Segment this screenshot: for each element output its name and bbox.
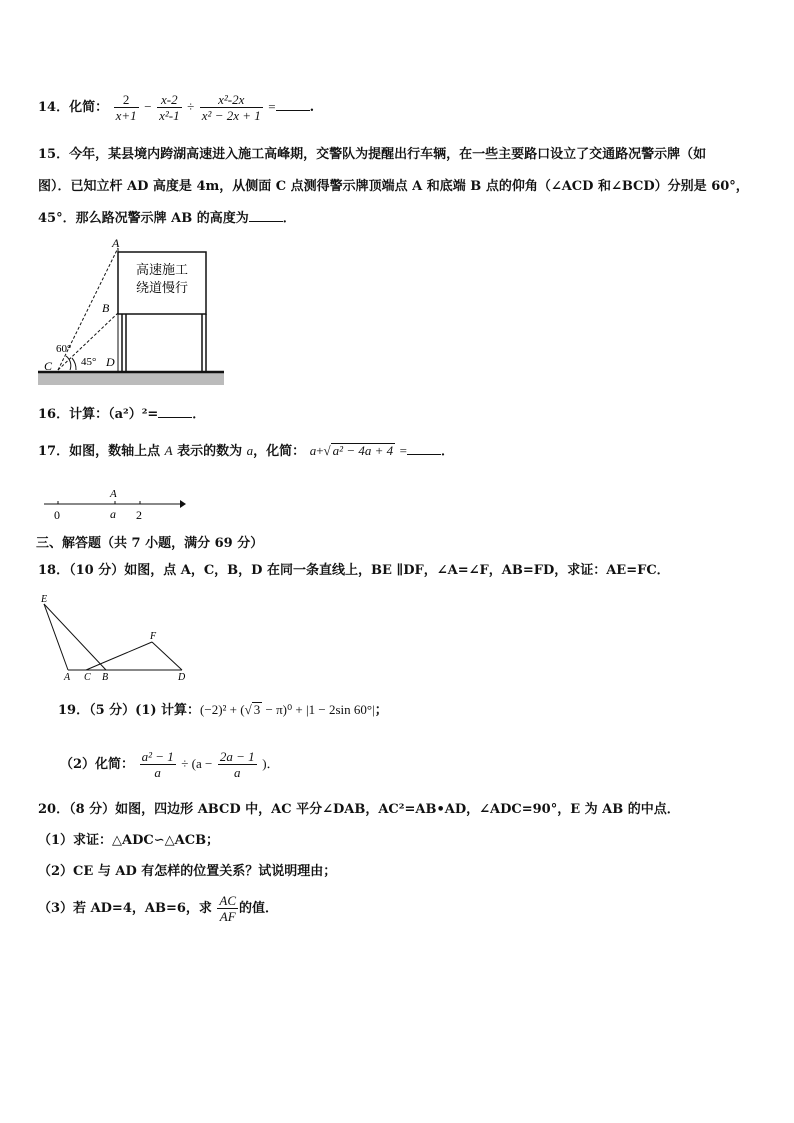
label-B2: B (102, 672, 109, 682)
q17-number-line (40, 484, 190, 524)
q14-minus: − (144, 99, 152, 114)
segment-CF (86, 642, 152, 670)
q20-part-1: （1）求证：△ADC∽△ACB； (38, 833, 220, 848)
q15-line-3-text: 45°．那么路况警示牌 AB 的高度为 (38, 211, 249, 226)
q14-equals: = (268, 99, 276, 114)
label-C: C (44, 359, 53, 373)
label-C2: C (84, 672, 91, 682)
section-3-title: 三、解答题（共 7 小题，满分 69 分） (36, 536, 264, 551)
q15-line-3-end: ． (282, 211, 296, 226)
q14-f2-denominator: x²-1 (159, 108, 180, 123)
q17-point-A: A (164, 443, 173, 458)
q20-numerator: AC (219, 893, 237, 908)
q17-mid2: ，化简： (253, 444, 306, 459)
axis-arrow (180, 500, 186, 508)
q17-mid: 表示的数为 (172, 444, 247, 459)
q19-f1-denominator: a (154, 765, 161, 780)
label-D2: D (178, 672, 186, 682)
label-B: B (102, 301, 110, 315)
question-17 (38, 442, 454, 461)
q14-end: . (309, 100, 315, 115)
q19-radical-sign: √ (244, 702, 252, 717)
q14-divide: ÷ (187, 99, 195, 114)
q19-f2-denominator: a (234, 765, 241, 780)
q15-line-1: 15．今年，某县境内跨湖高速进入施工高峰期，交警队为提醒出行车辆，在一些主要路口设立了交通路况警示牌（如 (38, 147, 707, 162)
q14-f2-numerator: x-2 (157, 92, 182, 108)
angle-label-60: 60° (56, 343, 72, 355)
q16-prefix: 16．计算：（a²）²= (38, 407, 159, 422)
q19-divide: ÷ (a − (181, 756, 213, 771)
q14-f1-denominator: x+1 (115, 108, 137, 123)
label-D: D (106, 355, 115, 369)
q17-var-a: a (246, 443, 254, 458)
q20-p3-prefix: （3）若 AD=4，AB=6，求 (38, 901, 212, 916)
segment-FD (152, 642, 182, 670)
q17-radicand: a² − 4a + 4 (332, 443, 394, 458)
q19-expr-2: − π)⁰ + |1 − 2sin 60°| (262, 702, 375, 717)
q19-sqrt-3: 3 (253, 702, 261, 717)
q20-part-3 (38, 893, 278, 924)
q19-part2-prefix: （2）化简： (60, 757, 135, 772)
q16-answer-blank (158, 405, 192, 418)
segment-EA (44, 604, 68, 670)
q14-prefix: 14．化简： (38, 100, 109, 115)
question-16 (38, 405, 205, 424)
axis-label-2: 2 (136, 508, 142, 522)
q15-figure (36, 238, 226, 390)
q19-f2-numerator: 2a − 1 (219, 749, 255, 764)
q15-line-2: 图）．已知立杆 AD 高度是 4m，从侧面 C 点测得警示牌顶端点 A 和底端 B 点的仰角（∠ACD 和∠BCD）分别是 60°， (38, 179, 749, 194)
sign-text-2: 绕道慢行 (135, 280, 189, 295)
label-E: E (41, 594, 48, 605)
axis-label-a: a (110, 507, 116, 521)
question-19-part-1 (58, 701, 388, 720)
q17-end: ． (441, 444, 455, 459)
q20-fraction (217, 893, 238, 924)
q20-part-2: （2）CE 与 AD 有怎样的位置关系？试说明理由； (38, 864, 337, 879)
question-19-part-2 (60, 749, 280, 780)
q17-prefix: 17．如图，数轴上点 (38, 444, 165, 459)
label-F: F (150, 631, 157, 642)
radical-sign: √ (323, 443, 331, 458)
q18-figure (36, 590, 196, 682)
axis-label-A: A (110, 488, 117, 500)
q20-p3-end: 的值． (239, 901, 279, 916)
axis-label-0: 0 (54, 508, 60, 522)
q20-denominator: AF (219, 909, 236, 924)
q17-expr-a: a (309, 443, 317, 458)
q19-f1-numerator: a² − 1 (141, 749, 174, 764)
q15-answer-blank (249, 209, 283, 222)
label-A2: A (64, 672, 71, 682)
angle-label-45: 45° (81, 356, 97, 368)
segment-EB (44, 604, 106, 670)
q15-line-3 (38, 209, 296, 228)
q19-part1-prefix: 19．（5 分）(1) 计算： (58, 703, 201, 718)
q19-part2-end: )． (262, 756, 280, 771)
q19-fraction-1 (140, 749, 176, 780)
angle-arc-45 (72, 358, 76, 370)
q16-end: ． (192, 407, 206, 422)
q14-answer-blank (276, 98, 310, 111)
q14-f3-denominator: x² − 2x + 1 (201, 108, 261, 123)
sign-text-1: 高速施工 (135, 262, 189, 277)
q14-fraction-3 (200, 92, 263, 123)
q17-answer-blank (407, 442, 441, 455)
question-20: 20．（8 分）如图，四边形 ABCD 中，AC 平分∠DAB，AC²=AB•AD，∠ADC=90°，E 为 AB 的中点． (38, 802, 680, 817)
question-14 (38, 92, 314, 123)
q14-fraction-2 (157, 92, 182, 123)
label-A: A (112, 238, 120, 250)
q14-f1-numerator: 2 (114, 92, 139, 108)
q17-equals: = (399, 443, 407, 458)
q14-f3-numerator: x²-2x (200, 92, 263, 108)
q14-fraction-1 (114, 92, 139, 123)
ground-hatch (38, 373, 224, 385)
q19-part1-end: ； (374, 703, 388, 718)
q19-fraction-2 (218, 749, 257, 780)
q17-plus: + (316, 443, 324, 458)
q19-expr-1: (−2)² + ( (200, 702, 245, 717)
question-18: 18．（10 分）如图，点 A，C，B，D 在同一条直线上，BE ∥DF，∠A=∠F，AB=FD，求证：AE=FC． (38, 563, 670, 578)
